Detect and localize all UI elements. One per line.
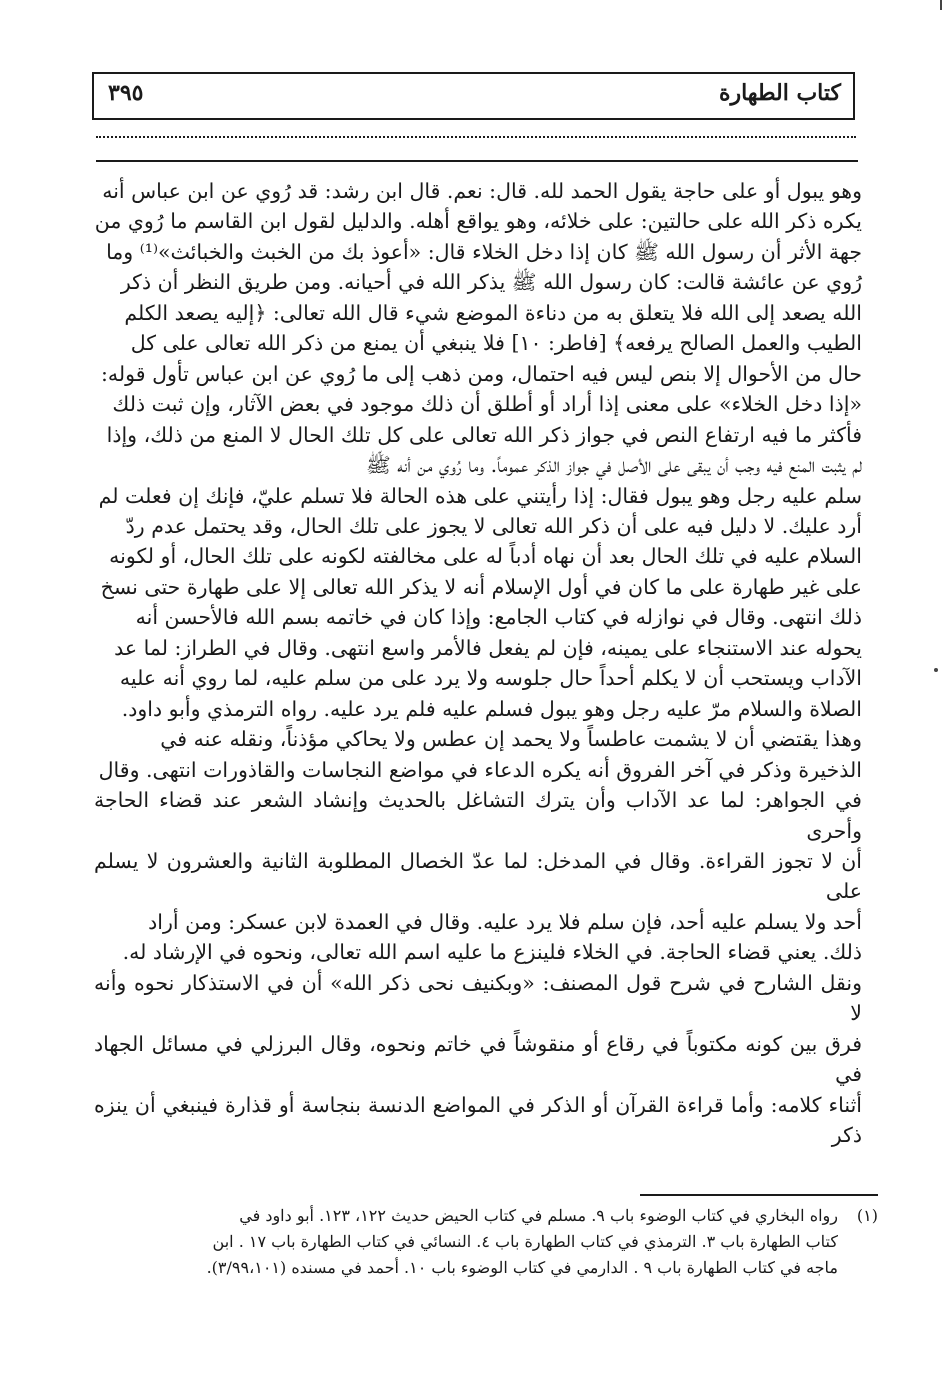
- text-line: وهو يبول أو على حاجة يقول الحمد لله. قال: نعم. قال ابن رشد: قد رُوي عن ابن عباس أنه: [102, 179, 862, 203]
- header-rule: [96, 160, 858, 162]
- text-line: السلام عليه في تلك الحال بعد أن نهاه أدباً له على مخالفته لكونه على تلك الحال، أو لكونه: [109, 544, 862, 569]
- edge-mark: [940, 0, 942, 10]
- text-line: الذخيرة وذكر في آخر الفروق أنه يكره الدعاء في مواضع النجاسات والقاذورات انتهى. وقال: [98, 757, 862, 782]
- text-line: الآداب ويستحب أن لا يكلم أحداً حال جلوسه ولا يرد على من سلم عليه، لما روي أنه عليه: [119, 666, 862, 691]
- text-line: الصلاة والسلام مرّ عليه رجل وهو يبول فسلم عليه فلم يرد عليه. رواه الترمذي وأبو داود.: [121, 696, 862, 721]
- text-line: أحد ولا يسلم عليه أحد، فإن سلم فلا يرد عليه. وقال في العمدة لابن عسكر: ومن أراد: [148, 909, 862, 934]
- text-line: يكره ذكر الله على حالتين: على خلائه، وهو يواقع أهله. والدليل لقول ابن القاسم ما رُوي من: [94, 209, 862, 234]
- text-line: ذلك. يعني قضاء الحاجة. في الخلاء فلينزع ما عليه اسم الله تعالى، ونحوه في الإرشاد له.: [122, 940, 862, 965]
- footnote-line: كتاب الطهارة باب ٣. الترمذي في كتاب الطهارة باب ٤. النسائي في كتاب الطهارة باب ١٧ . ابن: [212, 1232, 838, 1251]
- footnote-marker: (١): [856, 1206, 878, 1225]
- text-line: «إذا دخل الخلاء» على معنى إذا أراد أو أطلق أن ذلك موجود في بعض الآثار، وإن ثبت ذلك: [112, 392, 862, 417]
- text-line: في الجواهر: لما عد الآداب وأن يترك التشاغل بالحديث وإنشاد الشعر عند قضاء الحاجة وأحرى: [94, 788, 862, 843]
- text-line: ونقل الشارح في شرح قول المصنف: «وبكنيف نحى ذكر الله» أن في الاستذكار نحوه وأنه لا: [94, 970, 862, 1026]
- footnote-rule: [640, 1194, 878, 1196]
- main-text: [94, 176, 862, 1151]
- text-line: ذلك انتهى. وقال في نوازله في كتاب الجامع: وإذا كان في خاتمه بسم الله فالأحسن أنه: [135, 605, 862, 630]
- text-line: جهة الأثر أن رسول الله ﷺ كان إذا دخل الخلاء قال: «أعوذ بك من الخبث والخبائث»⁽¹⁾ وما: [106, 239, 862, 264]
- page-number: ٣٩٥: [108, 80, 144, 106]
- footnote-line: ماجه في كتاب الطهارة باب ٩ . الدارمي في كتاب الوضوء باب ١٠. أحمد في مسنده (٣/٩٩،١٠١).: [206, 1258, 838, 1277]
- text-line: وهذا يقتضي أن لا يشمت عاطساً ولا يحمد إن عطس ولا يحاكي مؤذناً، ونقله عنه في: [160, 727, 862, 752]
- footnote-line: رواه البخاري في كتاب الوضوء باب ٩. مسلم في كتاب الحيض حديث ١٢٢، ١٢٣. أبو داود في: [239, 1206, 838, 1225]
- running-header: [92, 72, 855, 120]
- text-line: الطيب والعمل الصالح يرفعه﴾ [فاطر: ١٠] فلا ينبغي أن يمنع من ذكر الله تعالى على كل: [130, 331, 862, 356]
- text-line: فأكثر ما فيه ارتفاع النص في جواز ذكر الله تعالى على كل تلك الحال لا المنع من ذلك، وإذا: [106, 422, 862, 447]
- text-line: لم يثبت المنع فيه وجب أن يبقى على الأصل في جواز الذكر عموماً. وما رُوي من أنه ﷺ: [365, 453, 862, 478]
- chapter-title: كتاب الطهارة: [718, 80, 841, 106]
- text-line: أرد عليك. لا دليل فيه على أن ذكر الله تعالى لا يجوز على تلك الحال، وقد يحتمل عدم ردّ: [125, 513, 862, 538]
- margin-speck: [934, 668, 938, 672]
- text-line: رُوي عن عائشة قالت: كان رسول الله ﷺ يذكر الله في أحيانه. ومن طريق النظر أن ذكر: [120, 270, 862, 295]
- text-line: أثناء كلامه: وأما قراءة القرآن أو الذكر في المواضع الدنسة بنجاسة أو قذارة فينبغي أن ينزه ذكر: [94, 1092, 862, 1148]
- dotted-separator: [96, 136, 856, 138]
- text-line: حال من الأحوال إلا بنص ليس فيه احتمال، ومن ذهب إلى ما رُوي عن ابن عباس تأول قوله:: [101, 361, 862, 386]
- text-line: الله يصعد إلى الله فلا يتعلق به من دناءة الموضع شيء قال الله تعالى: ﴿إليه يصعد الكلم: [124, 300, 862, 325]
- text-line: يحوله عند الاستنجاء على يمينه، فإن لم يفعل فالأمر واسع انتهى. وقال في الطراز: لما عد: [114, 635, 862, 660]
- footnote: [86, 1203, 878, 1281]
- text-line: فرق بين كونه مكتوباً في رقاع أو منقوشاً في خاتم ونحوه، وقال البرزلي في مسائل الجهاد في: [94, 1031, 862, 1087]
- text-line: على غير طهارة على ما كان في أول الإسلام أنه لا يذكر الله تعالى إلا على طهارة حتى نسخ: [100, 574, 862, 599]
- text-line: أن لا تجوز القراءة. وقال في المدخل: لما عدّ الخصال المطلوبة الثانية والعشرون لا يسلم على: [94, 848, 862, 904]
- text-line: سلم عليه رجل وهو يبول فقال: إذا رأيتني على هذه الحالة فلا تسلم عليّ، فإنك إن فعلت لم: [98, 483, 862, 508]
